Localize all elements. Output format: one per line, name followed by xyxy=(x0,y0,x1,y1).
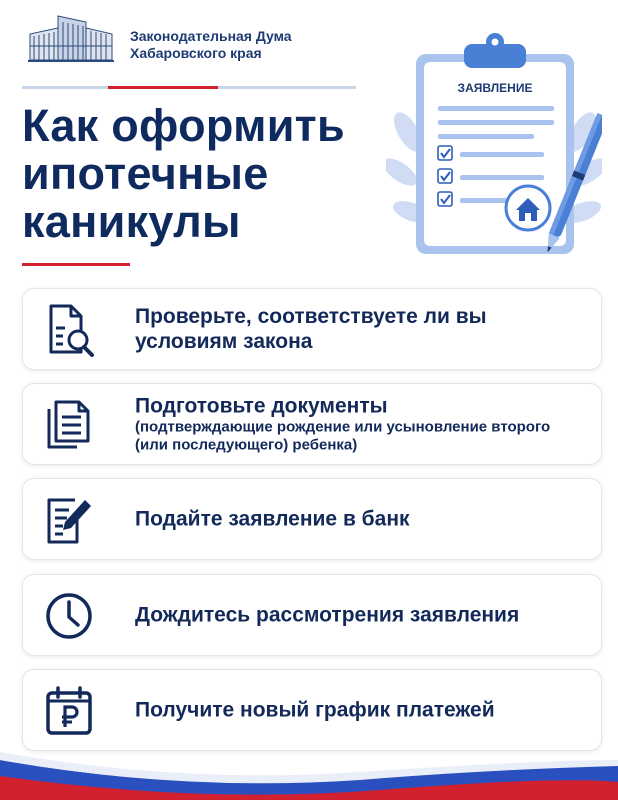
step-card-documents xyxy=(22,383,602,465)
title-underline xyxy=(22,263,130,266)
step-title: Получите новый график платежей xyxy=(135,698,495,722)
clipboard-application-icon xyxy=(386,22,602,272)
page-title xyxy=(22,102,345,246)
title-line-2: ипотечные xyxy=(22,148,269,199)
header-divider-accent xyxy=(108,86,218,89)
duma-building-logo xyxy=(28,14,114,62)
org-line-2: Хабаровского края xyxy=(130,45,262,61)
org-line-1: Законодательная Дума xyxy=(130,28,292,44)
flag-wave-decoration xyxy=(0,730,618,800)
documents-icon xyxy=(41,397,97,453)
step-title: Подготовьте документы xyxy=(135,394,388,418)
organization-name xyxy=(130,28,292,62)
title-line-3: каникулы xyxy=(22,196,241,247)
document-search-icon xyxy=(41,302,97,358)
step-card-apply xyxy=(22,478,602,560)
step-title: Проверьте, соответствуете ли вы условиям закона xyxy=(135,305,487,353)
step-note: (подтверждающие рождение или усыновление второго (или последующего) ребенка) xyxy=(135,418,551,454)
step-card-wait xyxy=(22,574,602,656)
step-title: Дождитесь рассмотрения заявления xyxy=(135,603,520,627)
form-title: ЗАЯВЛЕНИЕ xyxy=(457,81,533,95)
clock-icon xyxy=(41,588,97,644)
step-card-check xyxy=(22,288,602,370)
edit-document-icon xyxy=(41,492,97,548)
title-line-1: Как оформить xyxy=(22,100,345,151)
step-title: Подайте заявление в банк xyxy=(135,507,410,531)
